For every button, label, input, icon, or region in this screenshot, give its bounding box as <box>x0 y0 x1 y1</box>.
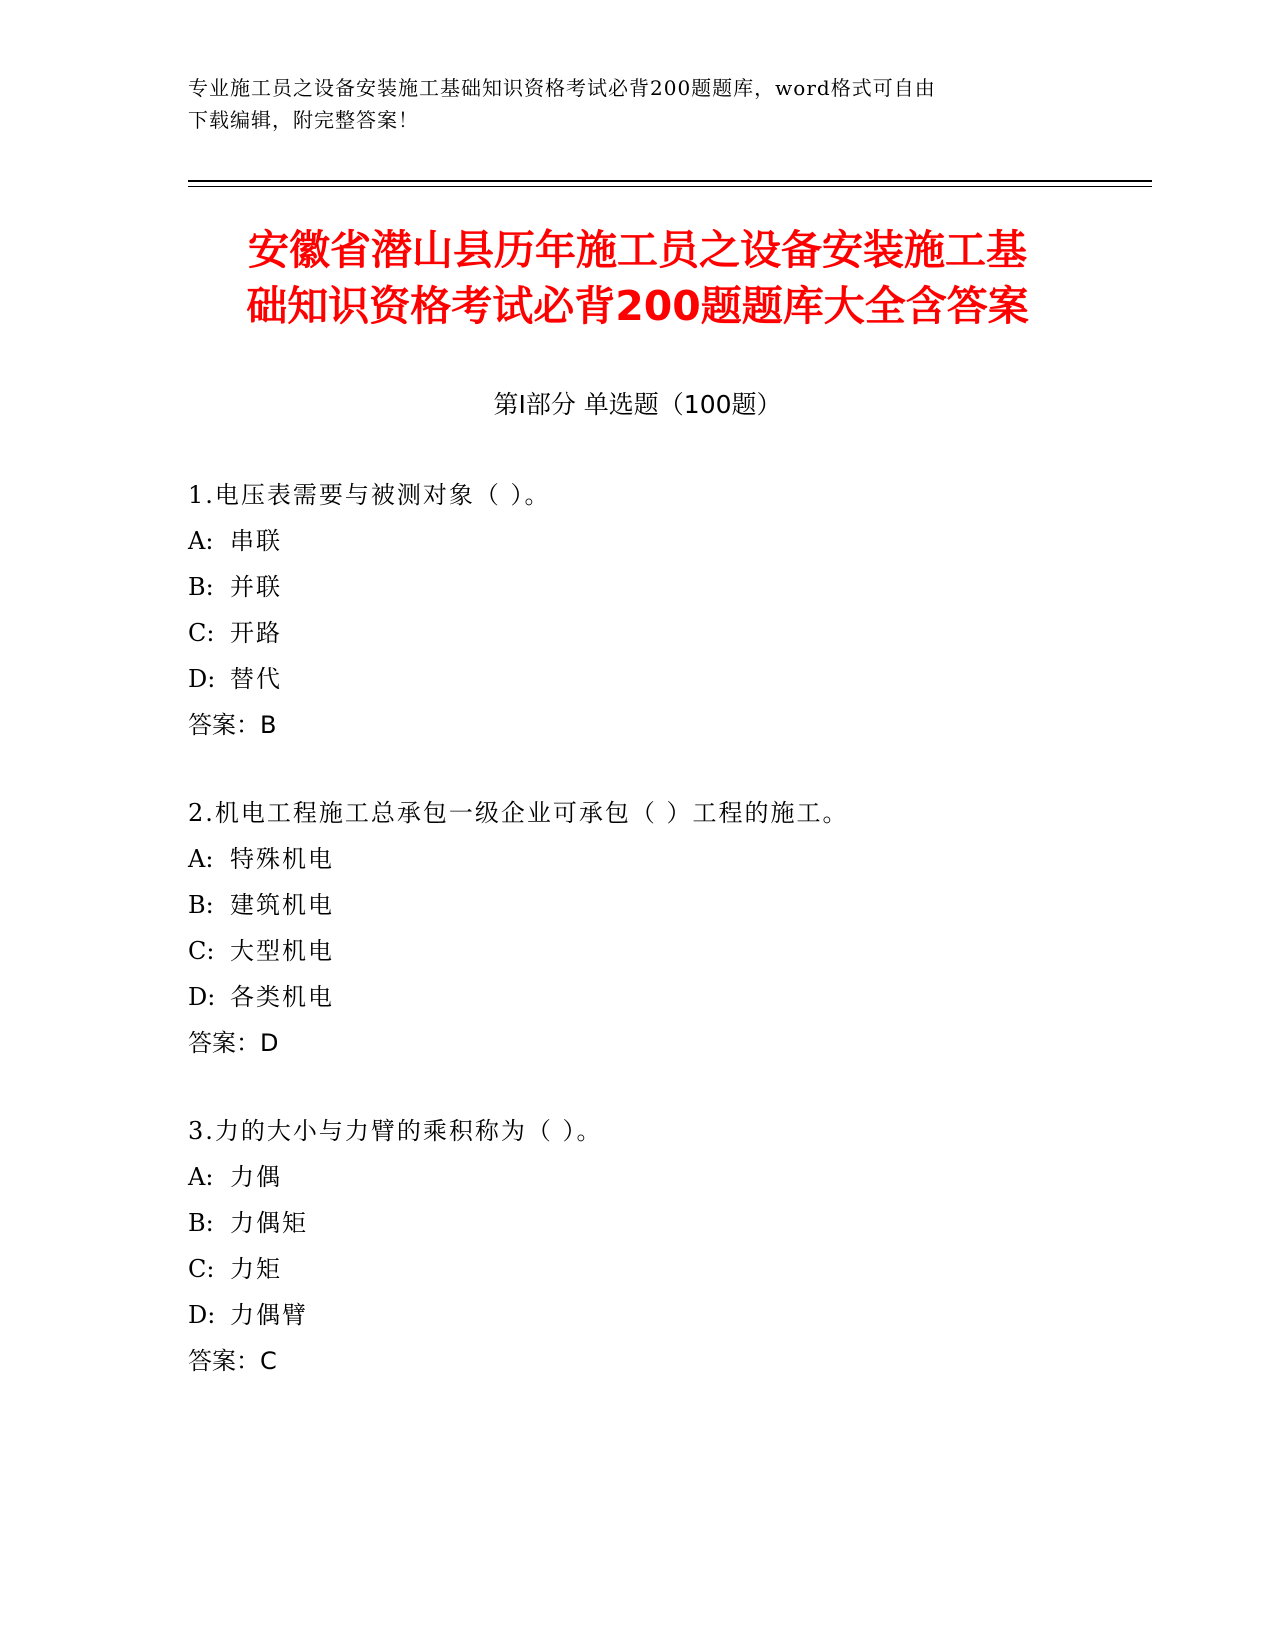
document-title-line-1: 安徽省潜山县历年施工员之设备安装施工基 <box>248 226 1027 274</box>
option-text: 替代 <box>230 665 282 693</box>
option-letter: A: <box>188 845 214 873</box>
question-stem: 2.机电工程施工总承包一级企业可承包（ ）工程的施工。 <box>188 799 849 827</box>
option-text: 各类机电 <box>230 983 334 1011</box>
question-3 <box>188 1108 1148 1384</box>
option-c <box>188 1246 1148 1292</box>
option-letter: C: <box>188 619 215 647</box>
option-a <box>188 518 1148 564</box>
question-stem: 1.电压表需要与被测对象（ ）。 <box>188 481 551 509</box>
header-note-line-1: 专业施工员之设备安装施工基础知识资格考试必背200题题库，word格式可自由 <box>188 76 936 100</box>
section-heading: 第Ⅰ部分 单选题（100题） <box>493 390 782 419</box>
header-divider-thin <box>188 186 1152 187</box>
option-letter: B: <box>188 1209 214 1237</box>
question-stem: 3.力的大小与力臂的乘积称为（ ）。 <box>188 1117 603 1145</box>
option-d <box>188 974 1148 1020</box>
option-letter: B: <box>188 573 214 601</box>
option-b <box>188 564 1148 610</box>
option-text: 建筑机电 <box>230 891 334 919</box>
option-letter: C: <box>188 1255 215 1283</box>
option-letter: D: <box>188 665 216 693</box>
option-letter: C: <box>188 937 215 965</box>
option-text: 力矩 <box>230 1255 282 1283</box>
option-d <box>188 656 1148 702</box>
option-b <box>188 882 1148 928</box>
answer-line: 答案：B <box>188 711 277 739</box>
option-c <box>188 928 1148 974</box>
option-text: 力偶臂 <box>230 1301 308 1329</box>
option-text: 串联 <box>230 527 282 555</box>
answer-line: 答案：C <box>188 1347 277 1375</box>
header-divider-thick <box>188 180 1152 182</box>
question-1 <box>188 472 1148 748</box>
question-2 <box>188 790 1148 1066</box>
option-b <box>188 1200 1148 1246</box>
option-letter: D: <box>188 1301 216 1329</box>
option-text: 并联 <box>230 573 282 601</box>
option-letter: D: <box>188 983 216 1011</box>
option-text: 力偶 <box>230 1163 282 1191</box>
option-text: 开路 <box>230 619 282 647</box>
option-letter: A: <box>188 1163 214 1191</box>
header-note-line-2: 下载编辑，附完整答案！ <box>188 108 419 132</box>
document-header-note <box>188 72 1068 136</box>
answer-line: 答案：D <box>188 1029 279 1057</box>
option-d <box>188 1292 1148 1338</box>
document-title-line-2: 础知识资格考试必背200题题库大全含答案 <box>246 282 1029 330</box>
option-letter: A: <box>188 527 214 555</box>
document-title <box>150 222 1125 334</box>
option-c <box>188 610 1148 656</box>
option-a <box>188 1154 1148 1200</box>
option-text: 特殊机电 <box>230 845 334 873</box>
option-text: 大型机电 <box>230 937 334 965</box>
option-letter: B: <box>188 891 214 919</box>
option-text: 力偶矩 <box>230 1209 308 1237</box>
option-a <box>188 836 1148 882</box>
